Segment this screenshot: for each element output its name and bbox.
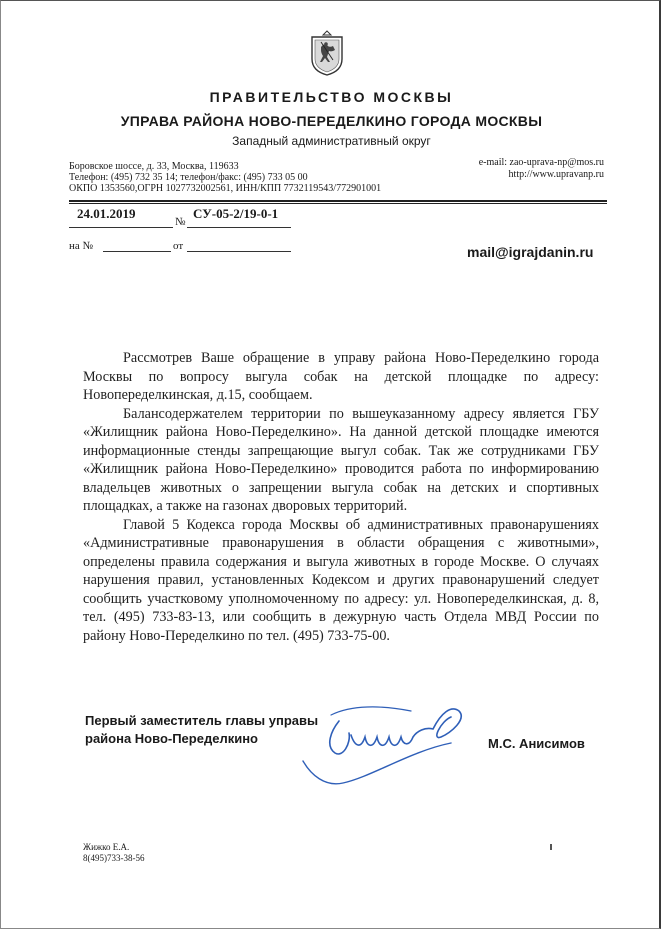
address-line: Боровское шоссе, д. 33, Москва, 119633	[69, 161, 239, 172]
executor-name: Жижко Е.А.	[83, 842, 130, 852]
executor-phone: 8(495)733-38-56	[83, 853, 145, 863]
executor-info	[83, 842, 145, 864]
handwritten-signature	[291, 691, 501, 791]
signatory-title-line: Первый заместитель главы управы	[85, 713, 319, 728]
reference-date-underline	[187, 251, 291, 252]
signatory-title	[85, 712, 318, 748]
phone-line: Телефон: (495) 732 35 14; телефон/факс: (495) 733 05 00	[69, 172, 308, 183]
signatory-name: М.С. Анисимов	[488, 736, 585, 751]
body-paragraph: Главой 5 Кодекса города Москвы об административных правонарушениях «Административные правонарушения в области обращения с животными», определены правила содержания и выгула животных в городе Москве. О случаях нарушения правил, установленных Кодексом и других правонарушений следует сообщить участковому уполномоченному по адресу: ул. Новопеределкинская, д. 8, тел. (495) 733-83-13, или сообщить в дежурную часть Отдела МВД России по району Ново-Переделкино по тел. (495) 733-75-00.	[83, 516, 599, 644]
page-mark	[550, 844, 552, 850]
email-text: e-mail: zao-uprava-np@mos.ru	[478, 157, 604, 168]
body-paragraph: Рассмотрев Ваше обращение в управу района Ново-Переделкино города Москвы по вопросу выгула собак на детской площадке по адресу: Новопеределкинская, д.15, сообщаем.	[83, 350, 599, 403]
government-name: ПРАВИТЕЛЬСТВО МОСКВЫ	[209, 89, 454, 105]
organization-address-block	[69, 161, 381, 194]
date-underline	[69, 227, 173, 228]
reference-number-underline	[103, 251, 171, 252]
header-divider-thin	[69, 203, 607, 204]
header-divider	[69, 200, 607, 202]
registration-date: 24.01.2019	[77, 206, 136, 221]
recipient-address: mail@igrajdanin.ru	[467, 244, 594, 260]
reference-prefix: на №	[69, 240, 94, 252]
signatory-title-line: района Ново-Переделкино	[85, 731, 258, 746]
district-name: Западный административный округ	[232, 134, 431, 148]
registration-number: СУ-05-2/19-0-1	[193, 206, 279, 221]
registry-codes-line: ОКПО 1353560,ОГРН 1027732002561, ИНН/КПП 7732119543/772901001	[69, 183, 382, 194]
letter-body	[83, 349, 599, 645]
organization-name: УПРАВА РАЙОНА НОВО-ПЕРЕДЕЛКИНО ГОРОДА МОСКВЫ	[120, 113, 543, 129]
website-text: http://www.upravanp.ru	[508, 169, 604, 180]
body-paragraph: Балансодержателем территории по вышеуказанному адресу является ГБУ «Жилищник района Ново-Переделкино». На данной детской площадке имеются информационные стенды запрещающие выгул собак. Так же сотрудниками ГБУ «Жилищник района Ново-Переделкино» проводится работа по информированию владельцев животных о запрещении выгула собак на детских и спортивных площадках, а также на газонах дворовых территорий.	[83, 405, 599, 514]
number-underline	[187, 227, 291, 228]
number-sign: №	[175, 216, 186, 228]
contacts-block	[479, 157, 604, 181]
reference-from-label: от	[173, 240, 184, 252]
moscow-coat-of-arms-icon	[309, 29, 345, 77]
